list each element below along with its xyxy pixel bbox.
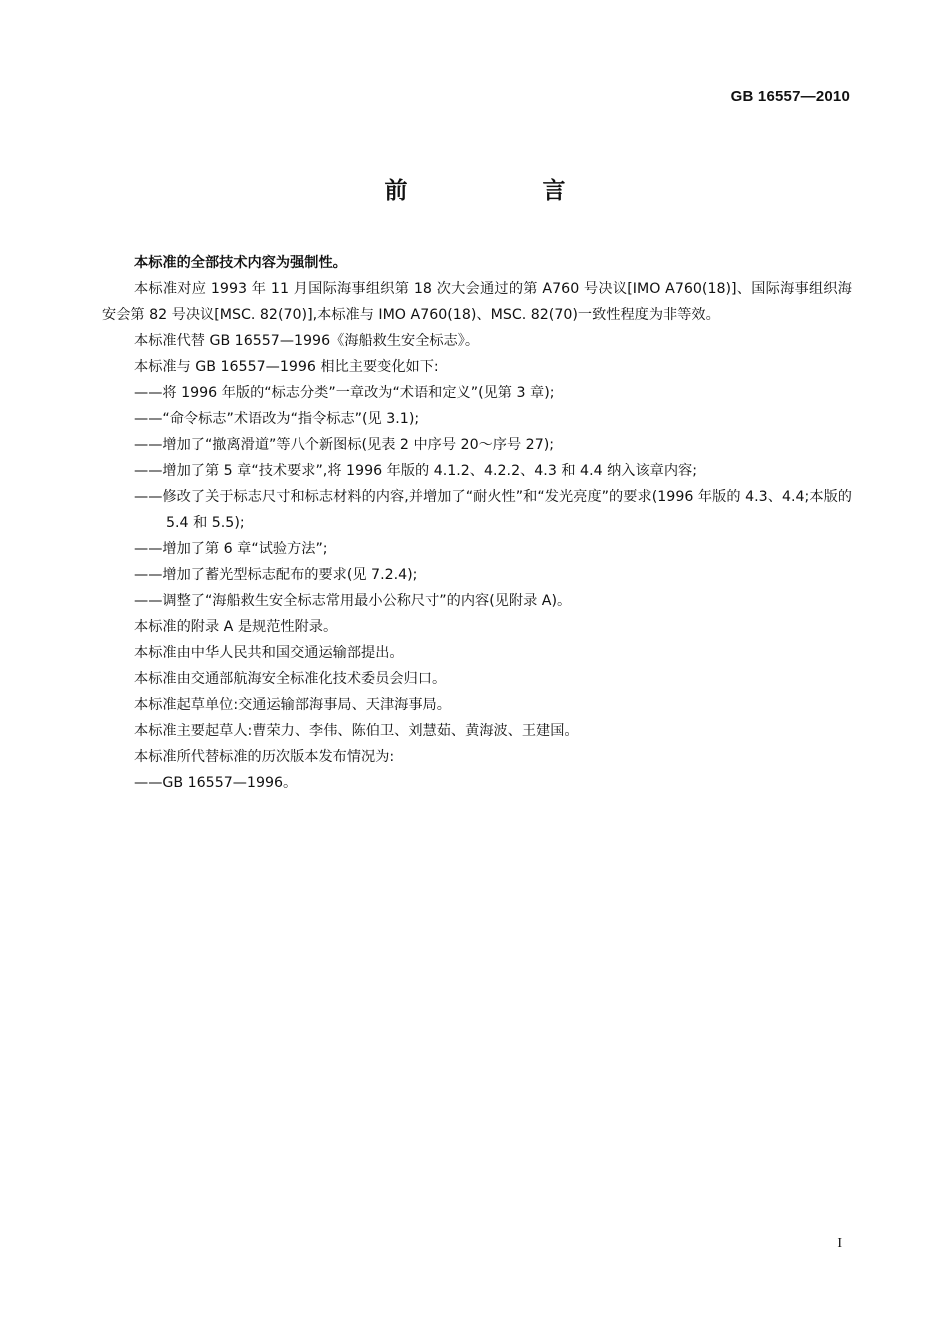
change-item: ——将 1996 年版的“标志分类”一章改为“术语和定义”(见第 3 章); [134, 385, 555, 401]
page-number: I [837, 1236, 842, 1251]
paragraph-drafting-units: 本标准起草单位:交通运输部海事局、天津海事局。 [134, 697, 451, 713]
paragraph-drafters: 本标准主要起草人:曹荣力、李伟、陈伯卫、刘慧茹、黄海波、王建国。 [134, 723, 579, 739]
change-item: ——修改了关于标志尺寸和标志材料的内容,并增加了“耐火性”和“发光亮度”的要求(1996 年版的 4.3、4.4;本版的 5.4 和 5.5); [134, 489, 852, 531]
foreword-body [102, 250, 852, 796]
change-item: ——增加了“撤离滑道”等八个新图标(见表 2 中序号 20～序号 27); [134, 437, 555, 453]
paragraph-replaces: 本标准代替 GB 16557—1996《海船救生安全标志》。 [134, 333, 480, 349]
paragraph-proposer: 本标准由中华人民共和国交通运输部提出。 [134, 645, 404, 661]
history-item: ——GB 16557—1996。 [134, 775, 298, 791]
paragraph-history-intro: 本标准所代替标准的历次版本发布情况为: [134, 749, 395, 765]
change-item: ——增加了第 5 章“技术要求”,将 1996 年版的 4.1.2、4.2.2、4.3 和 4.4 纳入该章内容; [134, 463, 698, 479]
paragraph-changes-intro: 本标准与 GB 16557—1996 相比主要变化如下: [134, 359, 439, 375]
change-item: ——“命令标志”术语改为“指令标志”(见 3.1); [134, 411, 420, 427]
paragraph-annex: 本标准的附录 A 是规范性附录。 [134, 619, 338, 635]
change-item: ——增加了第 6 章“试验方法”; [134, 541, 328, 557]
paragraph-correspondence: 本标准对应 1993 年 11 月国际海事组织第 18 次大会通过的第 A760 号决议[IMO A760(18)]、国际海事组织海安会第 82 号决议[MSC. 82(70)],本标准与 IMO A760(18)、MSC. 82(70)一致性程度为非等效。 [102, 281, 852, 323]
change-item: ——调整了“海船救生安全标志常用最小公称尺寸”的内容(见附录 A)。 [134, 593, 572, 609]
paragraph-mandatory: 本标准的全部技术内容为强制性。 [134, 255, 347, 271]
document-code: GB 16557—2010 [730, 88, 850, 105]
change-item: ——增加了蓄光型标志配布的要求(见 7.2.4); [134, 567, 418, 583]
page-title: 前 言 [384, 178, 622, 204]
paragraph-committee: 本标准由交通部航海安全标准化技术委员会归口。 [134, 671, 447, 687]
